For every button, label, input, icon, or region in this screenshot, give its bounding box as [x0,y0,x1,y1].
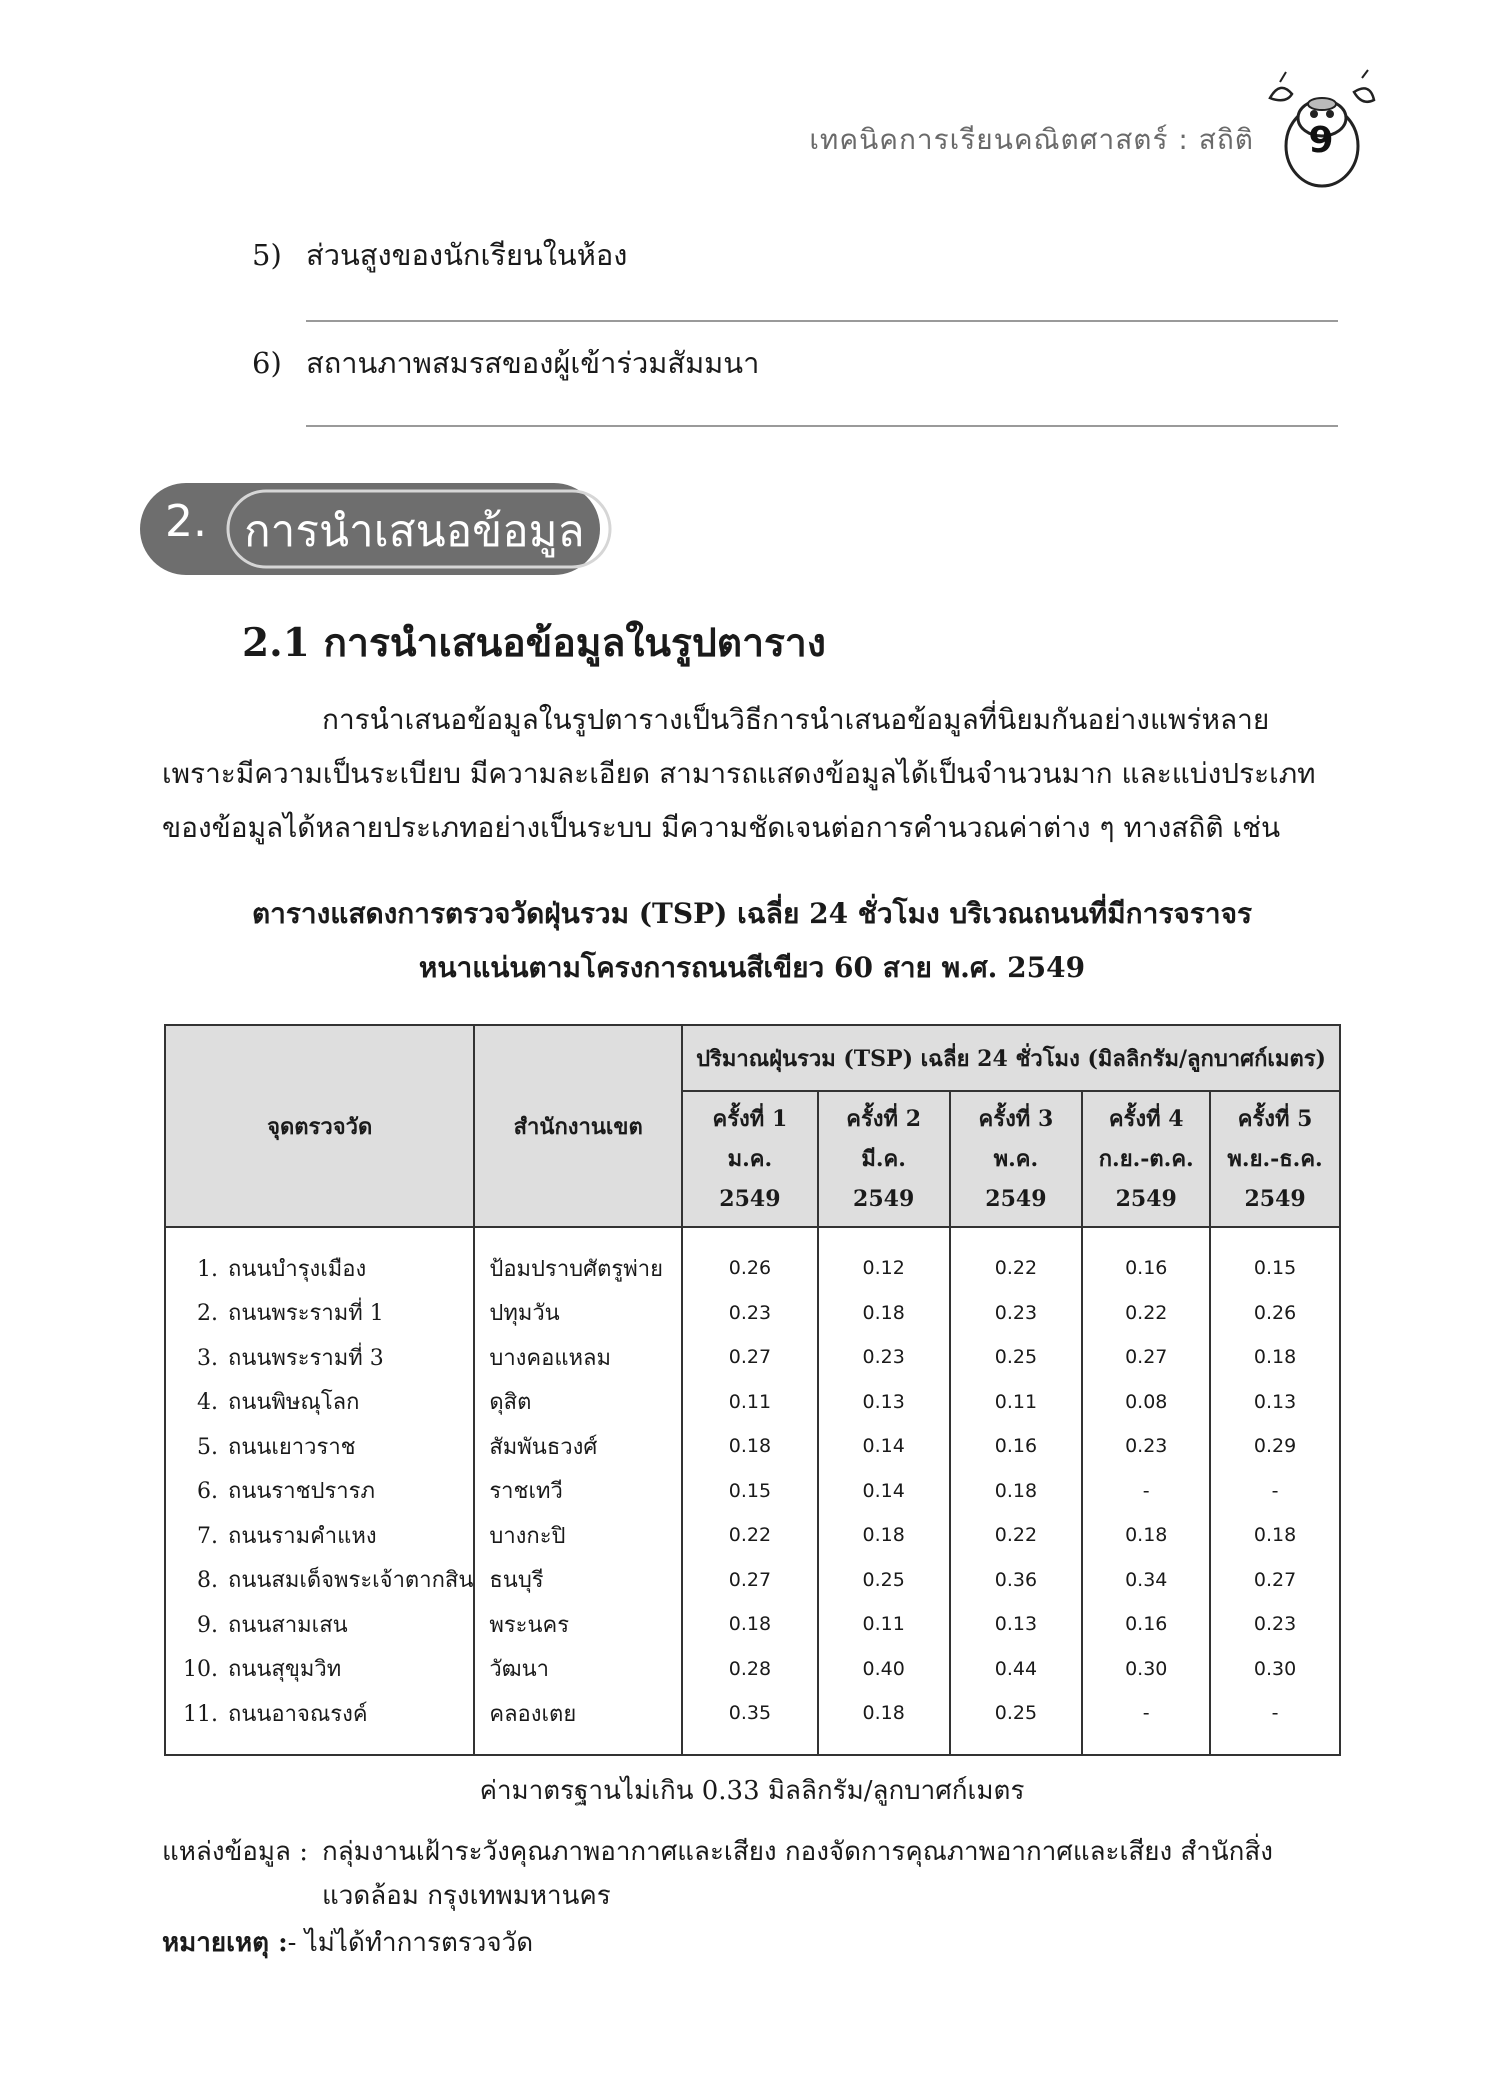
value-cell: 0.26 [1210,1291,1340,1336]
value-cell: 0.11 [682,1380,818,1425]
value-cell: 0.25 [818,1558,950,1603]
source [162,1830,1352,1911]
row-index: 10. [183,1657,218,1683]
remark-text: - ไม่ได้ทำการตรวจวัด [287,1928,534,1958]
value-cell: 0.16 [1082,1602,1210,1647]
value-cell: 0.12 [818,1227,950,1291]
district-cell: ราชเทวี [474,1469,682,1514]
header-round: ครั้งที่ 4 ก.ย.-ต.ค. 2549 [1082,1091,1210,1227]
value-cell: 0.23 [1082,1424,1210,1469]
value-cell: 0.27 [682,1335,818,1380]
table-row [165,1291,1340,1336]
district-cell: วัฒนา [474,1647,682,1692]
table-title-line: ตารางแสดงการตรวจวัดฝุ่นรวม (TSP) เฉลี่ย 24 ชั่วโมง บริเวณถนนที่มีการจราจร [251,897,1253,930]
source-text: กลุ่มงานเฝ้าระวังคุณภาพอากาศและเสียง กองจัดการคุณภาพอากาศและเสียง สำนักสิ่งแวดล้อม กรุงเทพมหานคร [322,1837,1273,1911]
table-row [165,1647,1340,1692]
value-cell: 0.18 [950,1469,1083,1514]
value-cell: 0.40 [818,1647,950,1692]
value-cell: 0.14 [818,1424,950,1469]
value-cell: 0.25 [950,1691,1083,1755]
value-cell: 0.35 [682,1691,818,1755]
table-row [165,1380,1340,1425]
value-cell: 0.18 [818,1291,950,1336]
row-index: 3. [197,1345,218,1371]
district-cell: สัมพันธวงศ์ [474,1424,682,1469]
value-cell: 0.27 [1082,1335,1210,1380]
header-site: จุดตรวจวัด [165,1025,474,1227]
value-cell: - [1082,1691,1210,1755]
value-cell: 0.13 [1210,1380,1340,1425]
district-cell: บางกะปิ [474,1513,682,1558]
exercise-text: ส่วนสูงของนักเรียนในห้อง [306,238,628,272]
value-cell: 0.18 [1210,1513,1340,1558]
exercise-number: 6) [252,346,282,380]
value-cell: 0.22 [1082,1291,1210,1336]
value-cell: 0.36 [950,1558,1083,1603]
section-number: 2. [165,496,207,547]
value-cell: 0.30 [1210,1647,1340,1692]
site-cell [165,1602,474,1647]
value-cell: 0.22 [682,1513,818,1558]
table-row [165,1602,1340,1647]
value-cell: 0.44 [950,1647,1083,1692]
district-cell: ป้อมปราบศัตรูพ่าย [474,1227,682,1291]
site-cell [165,1424,474,1469]
row-index: 6. [197,1479,218,1505]
value-cell: 0.22 [950,1227,1083,1291]
site-cell [165,1691,474,1755]
exercise-item-5 [252,232,627,278]
value-cell: - [1210,1469,1340,1514]
site-cell [165,1647,474,1692]
body-paragraph [162,693,1342,855]
header-round: ครั้งที่ 5 พ.ย.-ธ.ค. 2549 [1210,1091,1340,1227]
district-cell: พระนคร [474,1602,682,1647]
header-round: ครั้งที่ 1 ม.ค. 2549 [682,1091,818,1227]
paragraph-line: ของข้อมูลได้หลายประเภทอย่างเป็นระบบ มีความชัดเจนต่อการคำนวณค่าต่าง ๆ ทางสถิติ เช่น [162,811,1281,844]
header-round: ครั้งที่ 2 มี.ค. 2549 [818,1091,950,1227]
value-cell: 0.16 [1082,1227,1210,1291]
value-cell: 0.27 [682,1558,818,1603]
district-cell: ปทุมวัน [474,1291,682,1336]
row-index: 8. [197,1568,218,1594]
remark-label: หมายเหตุ : [162,1928,288,1958]
table-row [165,1513,1340,1558]
site-cell [165,1335,474,1380]
value-cell: 0.27 [1210,1558,1340,1603]
exercise-item-6 [252,340,759,386]
exercise-text: สถานภาพสมรสของผู้เข้าร่วมสัมมนา [306,346,760,380]
value-cell: 0.15 [682,1469,818,1514]
value-cell: 0.23 [818,1335,950,1380]
value-cell: 0.25 [950,1335,1083,1380]
value-cell: 0.30 [1082,1647,1210,1692]
district-cell: คลองเตย [474,1691,682,1755]
district-cell: ธนบุรี [474,1558,682,1603]
district-cell: ดุสิต [474,1380,682,1425]
table-row [165,1469,1340,1514]
exercise-number: 5) [252,238,282,272]
value-cell: 0.26 [682,1227,818,1291]
value-cell: 0.18 [682,1602,818,1647]
answer-line [306,320,1338,322]
site-cell [165,1513,474,1558]
standard-note: ค่ามาตรฐานไม่เกิน 0.33 มิลลิกรัม/ลูกบาศก์เมตร [479,1776,1025,1806]
site-cell [165,1291,474,1336]
row-index: 7. [197,1523,218,1549]
subsection-title: 2.1 การนำเสนอข้อมูลในรูปตาราง [242,620,826,666]
site-name: ถนนพระรามที่ 1 [228,1301,384,1327]
value-cell: 0.15 [1210,1227,1340,1291]
running-title: เทคนิคการเรียนคณิตศาสตร์ : สถิติ [809,123,1254,156]
site-name: ถนนสมเด็จพระเจ้าตากสิน [228,1568,474,1594]
table-title-line: หนาแน่นตามโครงการถนนสีเขียว 60 สาย พ.ศ. 2549 [418,951,1086,984]
site-name: ถนนรามคำแหง [228,1523,377,1549]
site-name: ถนนอาจณรงค์ [228,1701,368,1727]
site-name: ถนนพระรามที่ 3 [228,1345,384,1371]
row-index: 11. [183,1701,218,1727]
tsp-table [164,1024,1341,1756]
answer-line [306,425,1338,427]
table-row [165,1424,1340,1469]
value-cell: 0.18 [682,1424,818,1469]
row-index: 9. [197,1612,218,1638]
value-cell: 0.08 [1082,1380,1210,1425]
value-cell: - [1082,1469,1210,1514]
value-cell: 0.13 [950,1602,1083,1647]
header-round: ครั้งที่ 3 พ.ค. 2549 [950,1091,1083,1227]
row-index: 5. [197,1434,218,1460]
value-cell: 0.23 [1210,1602,1340,1647]
site-name: ถนนสุขุมวิท [228,1657,342,1683]
value-cell: 0.18 [818,1691,950,1755]
value-cell: 0.18 [1210,1335,1340,1380]
value-cell: 0.11 [818,1602,950,1647]
paragraph-line: การนำเสนอข้อมูลในรูปตารางเป็นวิธีการนำเสนอข้อมูลที่นิยมกันอย่างแพร่หลาย [322,703,1270,736]
site-cell [165,1227,474,1291]
table-row [165,1335,1340,1380]
paragraph-line: เพราะมีความเป็นระเบียบ มีความละเอียด สามารถแสดงข้อมูลได้เป็นจำนวนมาก และแบ่งประเภท [162,757,1316,790]
value-cell: - [1210,1691,1340,1755]
value-cell: 0.34 [1082,1558,1210,1603]
value-cell: 0.23 [682,1291,818,1336]
value-cell: 0.13 [818,1380,950,1425]
value-cell: 0.29 [1210,1424,1340,1469]
value-cell: 0.18 [1082,1513,1210,1558]
district-cell: บางคอแหลม [474,1335,682,1380]
site-name: ถนนราชปรารภ [228,1479,375,1505]
site-name: ถนนสามเสน [228,1612,348,1638]
section-title: การนำเสนอข้อมูล [244,506,585,557]
value-cell: 0.11 [950,1380,1083,1425]
site-cell [165,1469,474,1514]
table-title [162,887,1342,995]
row-index: 4. [197,1390,218,1416]
row-index: 2. [197,1301,218,1327]
remark [162,1922,533,1963]
site-name: ถนนเยาวราช [228,1434,356,1460]
value-cell: 0.22 [950,1513,1083,1558]
value-cell: 0.28 [682,1647,818,1692]
table-row [165,1691,1340,1755]
value-cell: 0.18 [818,1513,950,1558]
table-row [165,1227,1340,1291]
page-number: 9 [1308,120,1334,161]
value-cell: 0.14 [818,1469,950,1514]
site-cell [165,1380,474,1425]
value-cell: 0.23 [950,1291,1083,1336]
header-tsp-group: ปริมาณฝุ่นรวม (TSP) เฉลี่ย 24 ชั่วโมง (มิลลิกรัม/ลูกบาศก์เมตร) [682,1025,1340,1091]
source-label: แหล่งข้อมูล : [162,1837,309,1867]
site-cell [165,1558,474,1603]
site-name: ถนนบำรุงเมือง [228,1256,367,1282]
site-name: ถนนพิษณุโลก [228,1390,360,1416]
value-cell: 0.16 [950,1424,1083,1469]
table-row [165,1558,1340,1603]
row-index: 1. [197,1256,218,1282]
header-district: สำนักงานเขต [474,1025,682,1227]
